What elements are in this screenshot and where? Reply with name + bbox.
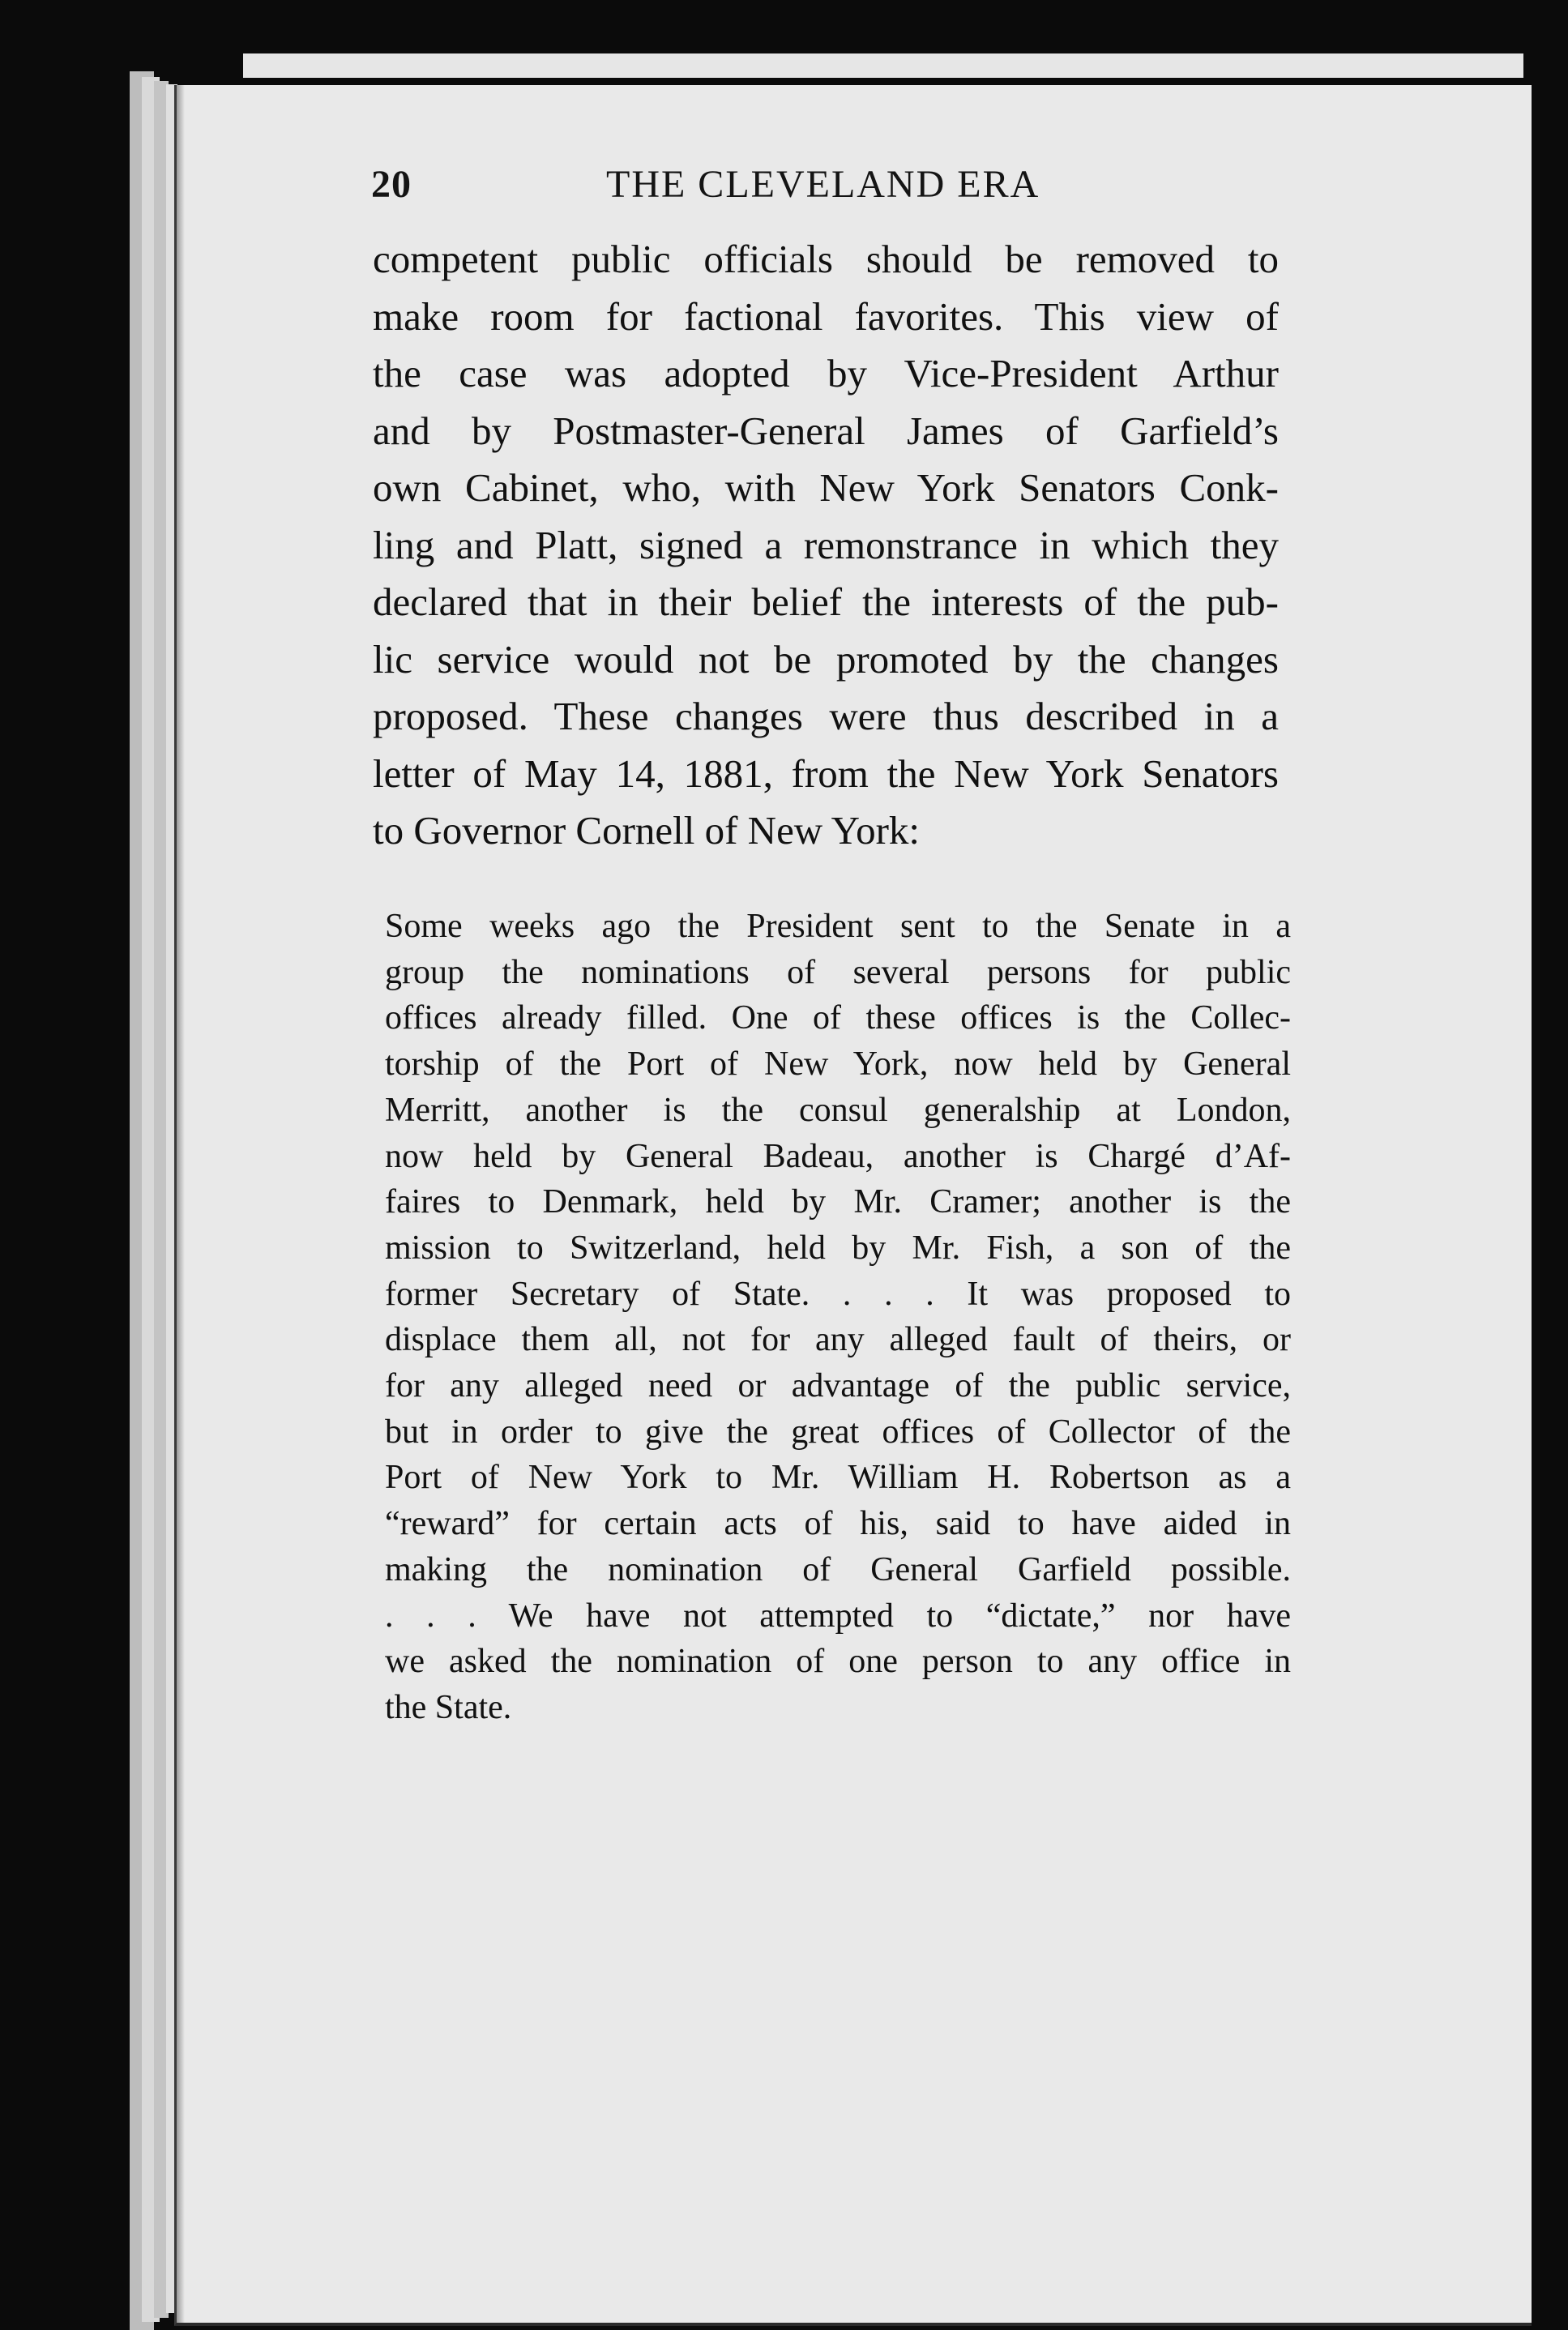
page-top-edge xyxy=(243,53,1523,78)
quote-line: offices already filled. One of these offices is the Collec- xyxy=(385,999,1291,1037)
quote-line: the State. xyxy=(385,1688,512,1726)
text-line: lic service would not be promoted by the changes xyxy=(373,636,1279,682)
quote-line: faires to Denmark, held by Mr. Cramer; another is the xyxy=(385,1183,1291,1221)
quote-line: making the nomination of General Garfield possible. xyxy=(385,1550,1291,1588)
quote-line: displace them all, not for any alleged fault of theirs, or xyxy=(385,1321,1291,1359)
quote-line: . . . We have not attempted to “dictate,” nor have xyxy=(385,1597,1291,1635)
block-quote xyxy=(385,904,1291,1731)
quote-line: mission to Switzerland, held by Mr. Fish, a son of the xyxy=(385,1229,1291,1267)
quote-line: group the nominations of several persons for public xyxy=(385,953,1291,991)
text-line: letter of May 14, 1881, from the New York Senators xyxy=(373,750,1279,796)
quote-line: “reward” for certain acts of his, said to have aided in xyxy=(385,1505,1291,1543)
quote-line: former Secretary of State. . . . It was proposed to xyxy=(385,1275,1291,1313)
quote-line: Merritt, another is the consul generalship at London, xyxy=(385,1091,1291,1129)
text-line: the case was adopted by Vice-President Arthur xyxy=(373,351,1279,395)
page-heading: THE CLEVELAND ERA xyxy=(606,163,1040,206)
quote-line: Port of New York to Mr. William H. Robertson as a xyxy=(385,1459,1291,1497)
body-paragraph xyxy=(373,231,1279,860)
quote-line: for any alleged need or advantage of the public service, xyxy=(385,1367,1291,1405)
page-number: 20 xyxy=(371,163,412,206)
text-line: and by Postmaster-General James of Garfield’s xyxy=(373,408,1279,453)
text-line: declared that in their belief the interests of the pub- xyxy=(373,579,1279,624)
text-line: own Cabinet, who, with New York Senators Conk- xyxy=(373,465,1279,510)
quote-line: but in order to give the great offices of Collector of the xyxy=(385,1413,1291,1451)
quote-line: Some weeks ago the President sent to the Senate in a xyxy=(385,908,1291,945)
quote-line: we asked the nomination of one person to any office in xyxy=(385,1643,1291,1681)
text-line: ling and Platt, signed a remonstrance in which they xyxy=(373,522,1279,567)
quote-line: torship of the Port of New York, now held by General xyxy=(385,1045,1291,1084)
running-head xyxy=(371,162,1181,219)
quote-line: now held by General Badeau, another is Chargé d’Af- xyxy=(385,1137,1291,1175)
text-line: make room for factional favorites. This view of xyxy=(373,293,1279,339)
spine-shadow xyxy=(177,85,185,2323)
text-line: proposed. These changes were thus described in a xyxy=(373,694,1279,738)
text-line: to Governor Cornell of New York: xyxy=(373,808,921,853)
text-line: competent public officials should be removed to xyxy=(373,237,1279,281)
